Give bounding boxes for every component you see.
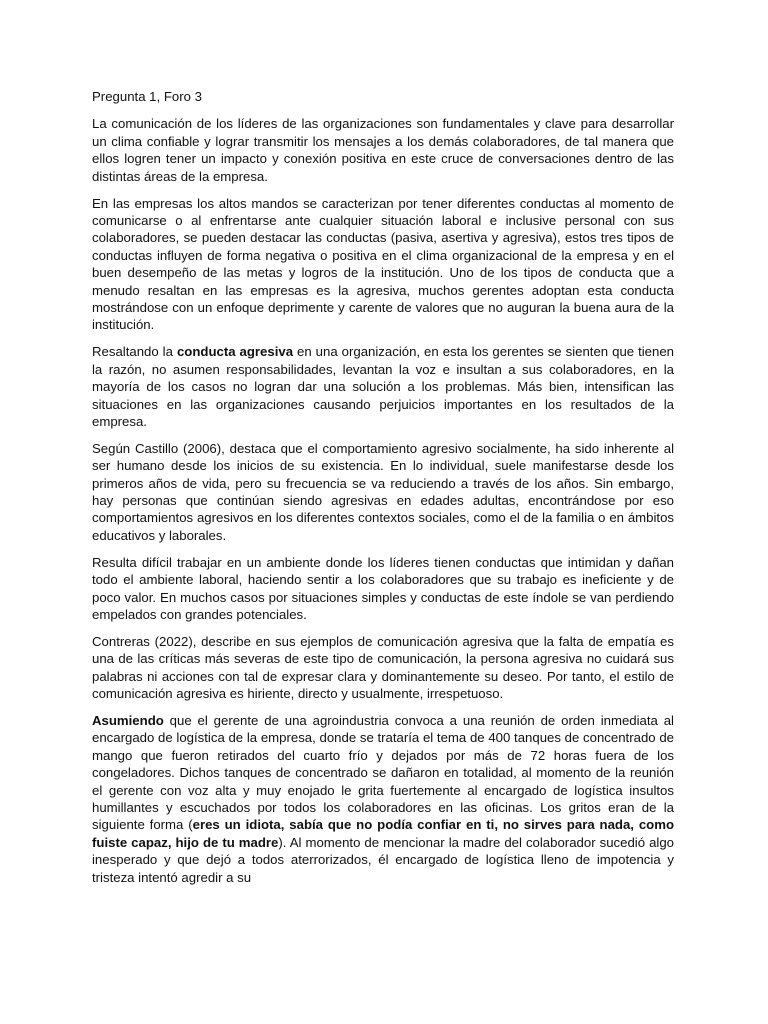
text-run: Contreras (2022), describe en sus ejemplos de comunicación agresiva que la falta de empatía es una de las críticas más severas de este tipo de comunicación, la persona agresiva no cuidará sus palabras ni acciones con tal de expresar clara y dominantemente su deseo. Por tanto, el estilo de comunicación agresiva es hiriente, directo y usualmente, irrespetuoso. bbox=[92, 633, 674, 702]
text-run: Según Castillo (2006), destaca que el comportamiento agresivo socialmente, ha sido inherente al ser humano desde los inicios de su existencia. En lo individual, suele manifestarse desde los primeros años de vida, pero su frecuencia se va reduciendo a través de los años. Sin embargo, hay personas que continúan siendo agresivas en edades adultas, encontrándose por eso comportamientos agresivos en los diferentes contextos sociales, como el de la familia o en ámbitos educativos y laborales. bbox=[92, 440, 674, 543]
paragraph bbox=[92, 195, 674, 334]
paragraph bbox=[92, 712, 674, 886]
paragraph bbox=[92, 440, 674, 544]
text-run: en una organización, en esta los gerentes se sienten que tienen la razón, no asumen responsabilidades, levantan la voz e insultan a sus colaboradores, en la mayoría de los casos no logran dar una solución a los problemas. Más bien, intensifican las situaciones en las organizaciones causando perjuicios importantes en los resultados de la empresa. bbox=[92, 344, 675, 429]
text-run: que el gerente de una agroindustria convoca a una reunión de orden inmediata al encargado de logística de la empresa, donde se trataría el tema de 400 tanques de concentrado de mango que fueron retirados del cuarto frío y dejados por más de 72 horas fuera de los congeladores. Dichos tanques de concentrado se dañaron en totalidad, al momento de la reunión el gerente con voz alta y muy enojado le grita fuertemente al encargado de logística insultos humillantes y escuchados por todos los colaboradores en las oficinas. Los gritos eran de la siguiente forma ( bbox=[92, 713, 674, 833]
text-run: ). Al momento de mencionar la madre del colaborador sucedió algo inesperado y que dejó a todos aterrorizados, él encargado de logística lleno de impotencia y tristeza intentó agredir a su bbox=[92, 834, 674, 885]
paragraph bbox=[92, 343, 674, 430]
text-run: La comunicación de los líderes de las organizaciones son fundamentales y clave para desarrollar un clima confiable y lograr transmitir los mensajes a los demás colaboradores, de tal manera que ellos logren tener un impacto y conexión positiva en este cruce de conversaciones dentro de las distintas áreas de la empresa. bbox=[92, 116, 674, 184]
text-run: Resulta difícil trabajar en un ambiente donde los líderes tienen conductas que intimidan y dañan todo el ambiente laboral, haciendo sentir a los colaboradores que su trabajo es ineficiente y de poco valor. En muchos casos por situaciones simples y conductas de este índole se van perdiendo empelados con grandes potenciales. bbox=[92, 554, 674, 622]
paragraph bbox=[92, 115, 674, 185]
bold-text-run: eres un idiota, sabía que no podía confiar en ti, no sirves para nada, como fuiste capaz, hijo de tu madre bbox=[92, 817, 675, 850]
paragraph bbox=[92, 554, 674, 624]
document-page bbox=[92, 88, 674, 896]
document-heading: Pregunta 1, Foro 3 bbox=[92, 89, 202, 104]
bold-text-run: Asumiendo bbox=[92, 713, 164, 728]
text-run: En las empresas los altos mandos se caracterizan por tener diferentes conductas al momento de comunicarse o al enfrentarse ante cualquier situación laboral e inclusive personal con sus colaboradores, se pueden destacar las conductas (pasiva, asertiva y agresiva), estos tres tipos de conductas influyen de forma negativa o positiva en el clima organizacional de la empresa y en el buen desempeño de las metas y logros de la institución. Uno de los tipos de conducta que a menudo resaltan en las empresas es la agresiva, muchos gerentes adoptan esta conducta mostrándose con un enfoque deprimente y carente de valores que no auguran la buena aura de la institución. bbox=[92, 195, 674, 333]
bold-text-run: conducta agresiva bbox=[176, 344, 294, 360]
paragraph bbox=[92, 633, 674, 703]
text-run: Resaltando la bbox=[92, 344, 177, 360]
document-body bbox=[92, 115, 674, 886]
